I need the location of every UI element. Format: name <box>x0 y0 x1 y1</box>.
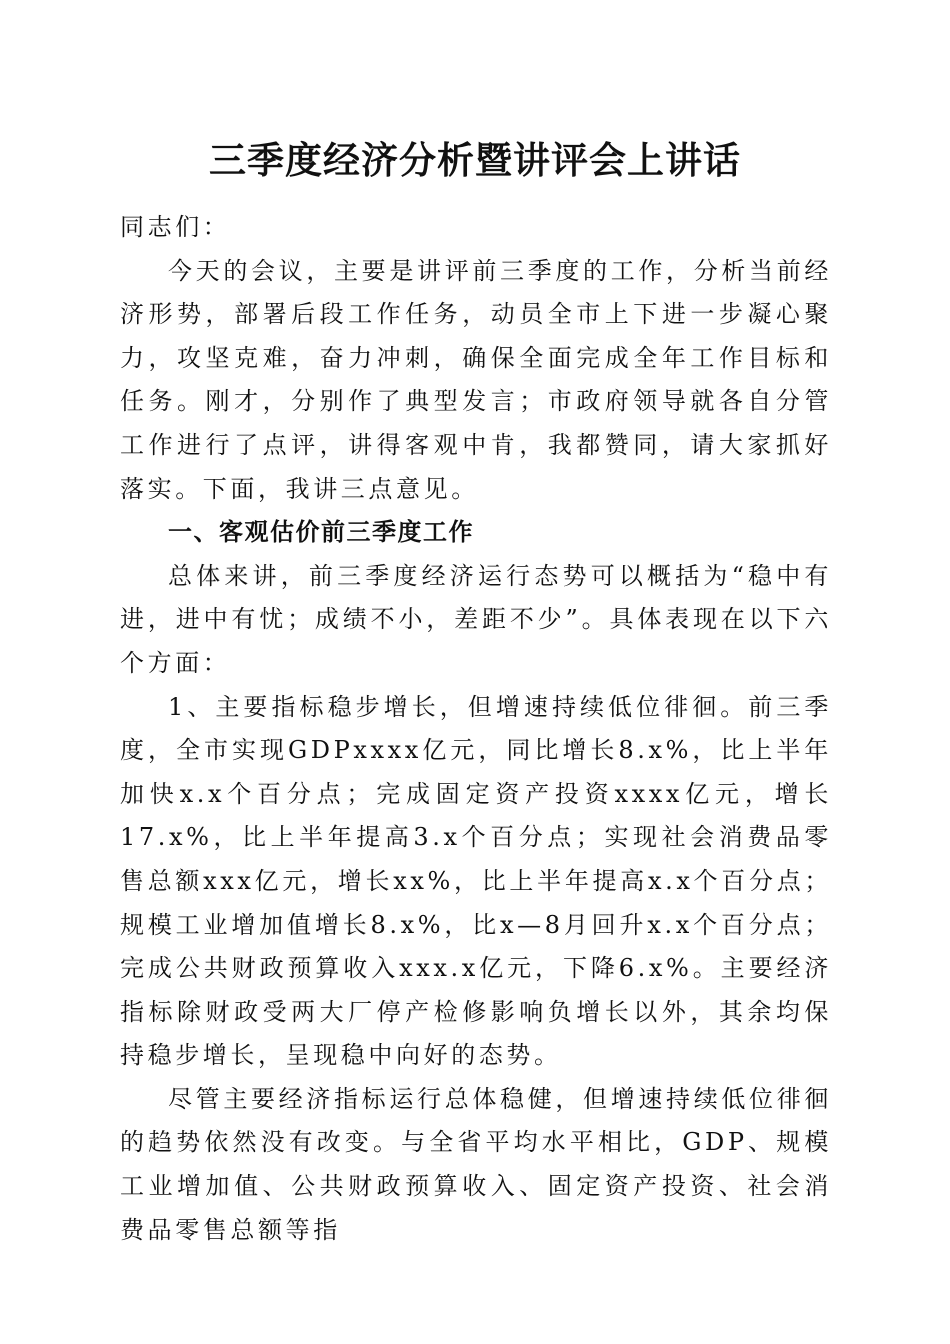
salutation: 同志们： <box>120 213 231 241</box>
document-body <box>120 206 832 1252</box>
point-1-paragraph: 1、主要指标稳步增长，但增速持续低位徘徊。前三季度，全市实现GDPxxxx亿元，同比增长8.x%，比上半年加快x.x个百分点；完成固定资产投资xxxx亿元，增长17.x%，比上半年提高3.x个百分点；实现社会消费品零售总额xxx亿元，增长xx%，比上半年提高x.x个百分点；规模工业增加值增长8.x%，比x—8月回升x.x个百分点；完成公共财政预算收入xxx.x亿元，下降6.x%。主要经济指标除财政受两大厂停产检修影响负增长以外，其余均保持稳步增长，呈现稳中向好的态势。 <box>120 692 832 1070</box>
point-1-followup: 尽管主要经济指标运行总体稳健，但增速持续低位徘徊的趋势依然没有改变。与全省平均水平相比，GDP、规模工业增加值、公共财政预算收入、固定资产投资、社会消费品零售总额等指 <box>120 1084 832 1244</box>
document-title: 三季度经济分析暨讲评会上讲话 <box>209 138 741 182</box>
section-1-intro: 总体来讲，前三季度经济运行态势可以概括为“稳中有进，进中有忧；成绩不小，差距不少”。具体表现在以下六个方面： <box>120 561 832 677</box>
opening-paragraph: 今天的会议，主要是讲评前三季度的工作，分析当前经济形势，部署后段工作任务，动员全市上下进一步凝心聚力，攻坚克难，奋力冲刺，确保全面完成全年工作目标和任务。刚才，分别作了典型发言；市政府领导就各自分管工作进行了点评，讲得客观中肯，我都赞同，请大家抓好落实。下面，我讲三点意见。 <box>120 256 832 503</box>
section-heading-1: 一、客观估价前三季度工作 <box>168 518 474 547</box>
